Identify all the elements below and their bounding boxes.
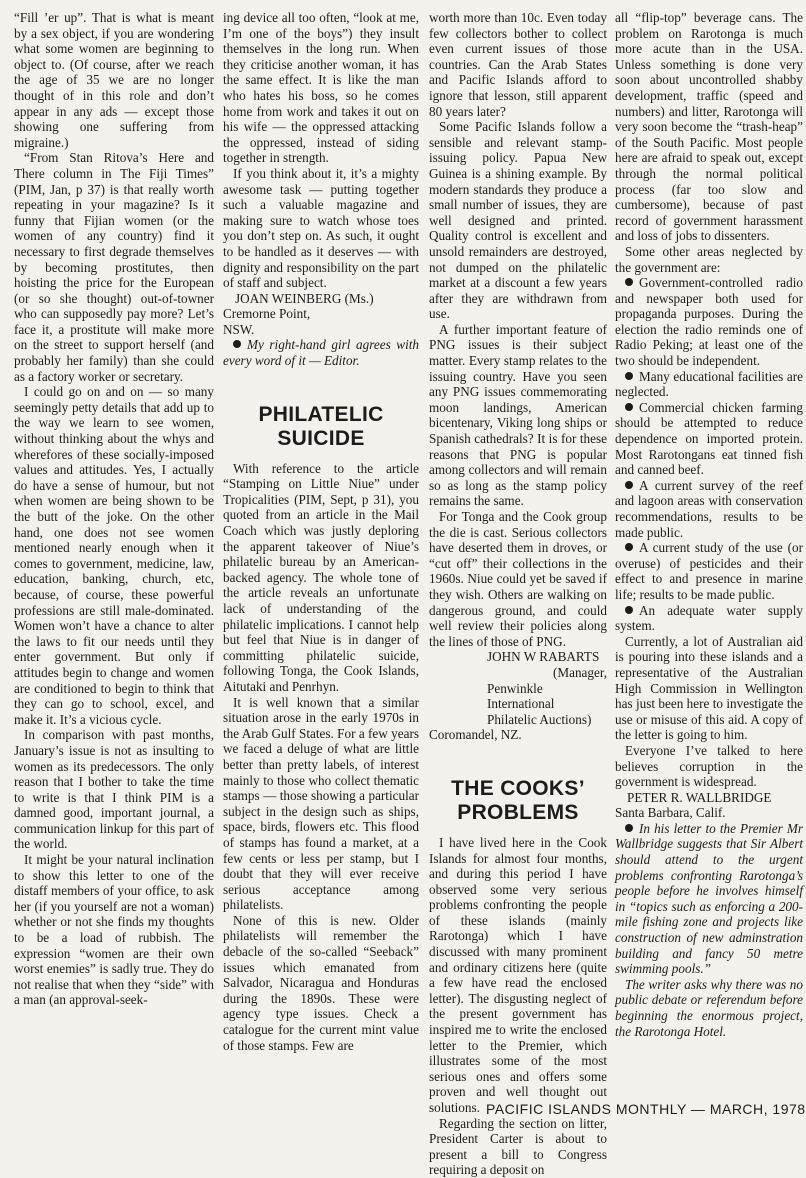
paragraph: In comparison with past months, January’s issue is not as insulting to women as its predecessors. The only reason that I bother to take the time to write is that I think PIM is a damned good, important journal, a communication linkup for this part of the world. [14,727,214,852]
paragraph: I have lived here in the Cook Islands for almost four months, and during this period I have observed some very serious problems confronting the people of these islands (mainly Rarotonga) which I have discussed with many prominent and ordinary citizens here (quite a few have read the enclosed letter). The disgusting neglect of the present government has inspired me to write the enclosed letter to the Premier, which illustrates some of the most serious ones and offers some proven and well thought out solutions. [429,834,607,1115]
headline-the-cooks-problems: THE COOKS’ PROBLEMS [451,776,585,824]
paragraph: worth more than 10c. Even today few collectors bother to collect even current issues of those countries. Can the Arab States and Pacific Islands afford to ignore that lesson, still apparent 80 years later? [429,10,607,119]
bullet-text: Many educational facilities are neglected. [615,368,803,400]
paragraph: For Tonga and the Cook group the die is cast. Serious collectors have deserted them in droves, or “cut off” their collections in the 1960s. Niue could yet be saved if they wish. Others are walking on dangerous ground, and could well review their policies along the lines of those of PNG. [429,509,607,649]
paragraph: With reference to the article “Stamping on Little Niue” under Tropicalities (PIM, Sept, p 31), you quoted from an article in the Mail Coach which was justly deploring the apparent takeover of Niue’s philatelic bureau by an American-backed agency. The whole tone of the article reveals an unfortunate lack of understanding of the philatelic implications. I cannot help but feel that Niue is in danger of committing philatelic suicide, following Tonga, the Cook Islands, Aitutaki and Penrhyn. [223,460,419,694]
editor-note-text: My right-hand girl agrees with every word of it — Editor. [223,337,419,369]
bullet-item [615,478,803,540]
column-3 [429,10,607,1178]
editor-note [615,821,803,977]
bullet-item [615,540,803,602]
bullet-icon [625,403,633,411]
bullet-text: A current study of the use (or overuse) of pesticides and their effect to and presence in marine life; results to be made public. [615,540,803,602]
signature-name: JOAN WEINBERG (Ms.) [235,290,374,306]
bullet-icon [625,824,633,832]
column-4 [615,10,803,1100]
signature-address: Cremorne Point, [223,306,311,322]
bullet-item [615,603,803,634]
paragraph: A further important feature of PNG issues is their subject matter. Every stamp relates to the issuing country. Have you seen any PNG issues commemorating moon landings, American bicentenary, Viking long ships or Spanish cathedrals? It is for these reasons that PNG is popular among collectors and will remain so as long as the stamp policy remains the same. [429,321,607,509]
bullet-icon [625,606,633,614]
bullet-icon [625,278,633,286]
paragraph: None of this is new. Older philatelists will remember the debacle of the so-called “Seeback” issues which emanated from Salvador, Nicaragua and Honduras during the 1890s. These were agency type issues. Check a catalogue for the current mint value of those stamps. Few are [223,912,419,1053]
paragraph: Currently, a lot of Australian aid is pouring into these islands and a representative of the Australian High Commission in Wellington has just been here to investigate the use or misuse of this aid. A copy of the letter is going to him. [615,633,803,743]
paragraph: “From Stan Ritova’s Here and There column in The Fiji Times” (PIM, Jan, p 37) is that really worth repeating in your magazine? Is it funny that Fijian women (or the women of any country) find it necessary to first degrade themselves by becoming prostitutes, then hoisting the price for the European (or so she thought) out-of-towner who can supposedly pay more? Let’s face it, a prostitute will make more on the street to support herself (and probably her family) than she could as a factory worker or secretary. [14,150,214,384]
editor-note [223,337,419,368]
headline-philatelic-suicide: PHILATELIC SUICIDE [258,402,384,450]
letter-signature [223,291,419,338]
paragraph: “Fill ’er up”. That is what is meant by a sex object, if you are wondering what some women are beginning to object to. (Of course, after we reach the age of 35 we are no longer thought of in this role and don’t appear in any ads — except those showing one suffering from migraine.) [14,10,214,150]
paragraph: It is well known that a similar situation arose in the early 1970s in the Arab Gulf States. For a few years we faced a deluge of what are little better than pretty labels, of interest mainly to those who collect thematic stamps — those showing a particular subject in the design such as ships, space, birds, flowers etc. This flood of stamps has found a market, at a few cents or less per stamp, but I doubt that they will ever receive serious acceptance among philatelists. [223,694,419,913]
bullet-text: Government-controlled radio and newspaper both used for propaganda purposes. During the election the radio reminds one of Radio Peking; at least one of the two should be independent. [615,275,803,369]
paragraph: Some other areas neglected by the government are: [615,243,803,275]
bullet-text: An adequate water supply system. [615,602,803,634]
signature-place: Santa Barbara, Calif. [615,805,726,821]
page-footer: PACIFIC ISLANDS MONTHLY — MARCH, 1978 [486,1101,806,1117]
bullet-icon [625,543,633,551]
column-1 [14,10,214,1100]
bullet-item [615,400,803,478]
paragraph: I could go on and on — so many seemingly petty details that add up to the way we learn to see women, without thinking about the whys and wherefores of these socially-imposed values and attitudes. Yes, I actually do have a sense of humour, but not when women are being shown to be the butt of the joke. On the other hand, one does not see women mentioned nearly enough when it comes to government, medicine, law, education, banking, church, etc, because, of course, these powerful professions are still male-dominated. Women won’t have a chance to alter the laws to fit our needs until they enter government. But only if attitudes begin to change and women are conditioned to begin to think that they can go to school, excel, and make it. It’s a vicious cycle. [14,384,214,727]
editor-note-text: In his letter to the Premier Mr Wallbridge suggests that Sir Albert should attend to the urgent problems confronting Rarotonga’s people before he involves himself in “topics such as enforcing a 200-mile fishing zone and projects like construction of new adminstration building and fancy 50 metre swimming pools.” [615,820,803,977]
paragraph: Regarding the section on litter, President Carter is about to present a bill to Congress requiring a deposit on [429,1115,607,1178]
editor-note: The writer asks why there was no public debate or referendum before beginning the enormous project, the Rarotonga Hotel. [615,976,803,1039]
signature-name: JOHN W RABARTS [487,649,600,665]
paragraph: If you think about it, it’s a mighty awesome task — putting together such a valuable magazine and making sure to watch whose toes you don’t step on. As such, it ought to be handled as it deserves — with dignity and responsibility on the part of staff and subject. [223,165,419,291]
bullet-text: A current survey of the reef and lagoon areas with conservation recommendations, results to be made public. [615,477,803,540]
signature-role: (Manager, [552,664,607,680]
bullet-text: Commercial chicken farming should be attempted to reduce dependence on imported protein. Most Rarotongans eat tinned fish and canned beef. [615,399,803,478]
letter-signature [615,790,803,821]
column-2 [223,10,419,1100]
signature-place: Coromandel, NZ. [429,727,522,743]
bullet-icon [625,372,633,380]
paragraph: all “flip-top” beverage cans. The problem on Rarotonga is much more acute than in the USA. Unless something is done very soon about uncontrolled shabby development, traffic (speed and numbers) and litter, Rarotonga will very soon become the “trash-heap” of the South Pacific. Most people here are afraid to speak out, except through the normal political process (far too slow and cumbersome), because of past record of government harassment and loss of jobs to dissenters. [615,10,803,244]
paragraph: Everyone I’ve talked to here believes corruption in the government is widespread. [615,742,803,790]
bullet-icon [625,481,633,489]
signature-org: Philatelic Auctions) [487,711,592,727]
bullet-item [615,369,803,400]
signature-org: Penwinkle International [487,680,555,712]
bullet-item [615,275,803,369]
letter-signature [429,649,607,743]
signature-name: PETER R. WALLBRIDGE [627,789,772,805]
paragraph: ing device all too often, “look at me, I’m one of the boys”) they insult themselves in the long run. When they criticise another woman, it has the same effect. It is like the man who hates his boss, so he comes home from work and takes it out on his wife — the oppressed attacking the oppressed, instead of siding together in strength. [223,10,419,166]
paragraph: It might be your natural inclination to show this letter to one of the distaff members of your office, to ask her (if you yourself are not a woman) whether or not she finds my thoughts to be a load of rubbish. The expression “women are their own worst enemies” is sadly true. They do not realise that when they “side” with a man (an approval-seek- [14,852,214,1008]
bullet-icon [233,340,241,348]
paragraph: Some Pacific Islands follow a sensible and relevant stamp-issuing policy. Papua New Guinea is a shining example. By modern standards they produce a small number of issues, they are well designed and printed. Quality control is excellent and unsold remainders are destroyed, not dumped on the philatelic market at a discount a few years after they are withdrawn from use. [429,119,607,322]
signature-address: NSW. [223,321,255,337]
